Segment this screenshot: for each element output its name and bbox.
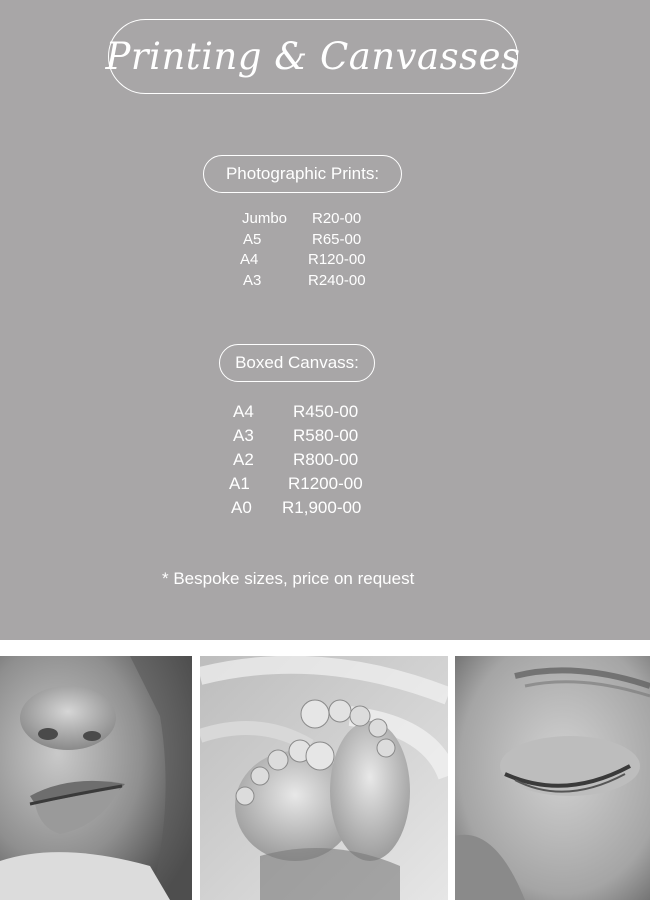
baby-eye-photo — [455, 656, 650, 900]
price-row-prints-a4 — [0, 251, 650, 271]
baby-feet-photo — [200, 656, 448, 900]
photographic-prints-heading: Photographic Prints: — [203, 155, 402, 193]
price-row-prints-a5 — [0, 231, 650, 251]
price-value: R240-00 — [308, 272, 366, 289]
price-row-prints-jumbo — [0, 210, 650, 230]
price-row-canvas-a0 — [0, 498, 650, 520]
boxed-canvass-heading: Boxed Canvass: — [219, 344, 375, 382]
price-value: R800-00 — [293, 450, 359, 469]
price-value: R580-00 — [293, 426, 359, 445]
size-label: A0 — [231, 498, 252, 517]
size-label: A5 — [243, 231, 262, 248]
size-label: A4 — [233, 402, 254, 421]
page-title: Printing & Canvasses — [105, 35, 521, 78]
price-value: R450-00 — [293, 402, 359, 421]
size-label: A2 — [233, 450, 254, 469]
size-label: A3 — [233, 426, 254, 445]
price-row-canvas-a2 — [0, 450, 650, 472]
price-value: R65-00 — [312, 231, 362, 248]
price-value: R120-00 — [308, 251, 366, 268]
price-value: R1200-00 — [288, 474, 363, 493]
price-value: R1,900-00 — [282, 498, 362, 517]
price-row-canvas-a3 — [0, 426, 650, 448]
size-label: A1 — [229, 474, 250, 493]
price-value: R20-00 — [312, 210, 362, 227]
size-label: Jumbo — [242, 210, 288, 227]
size-label: A3 — [243, 272, 262, 289]
bespoke-footnote: * Bespoke sizes, price on request — [162, 569, 415, 588]
price-row-canvas-a4 — [0, 402, 650, 424]
title-banner — [105, 19, 521, 94]
baby-lips-photo — [0, 656, 192, 900]
price-row-prints-a3 — [0, 272, 650, 292]
price-row-canvas-a1 — [0, 474, 650, 496]
size-label: A4 — [240, 251, 259, 268]
